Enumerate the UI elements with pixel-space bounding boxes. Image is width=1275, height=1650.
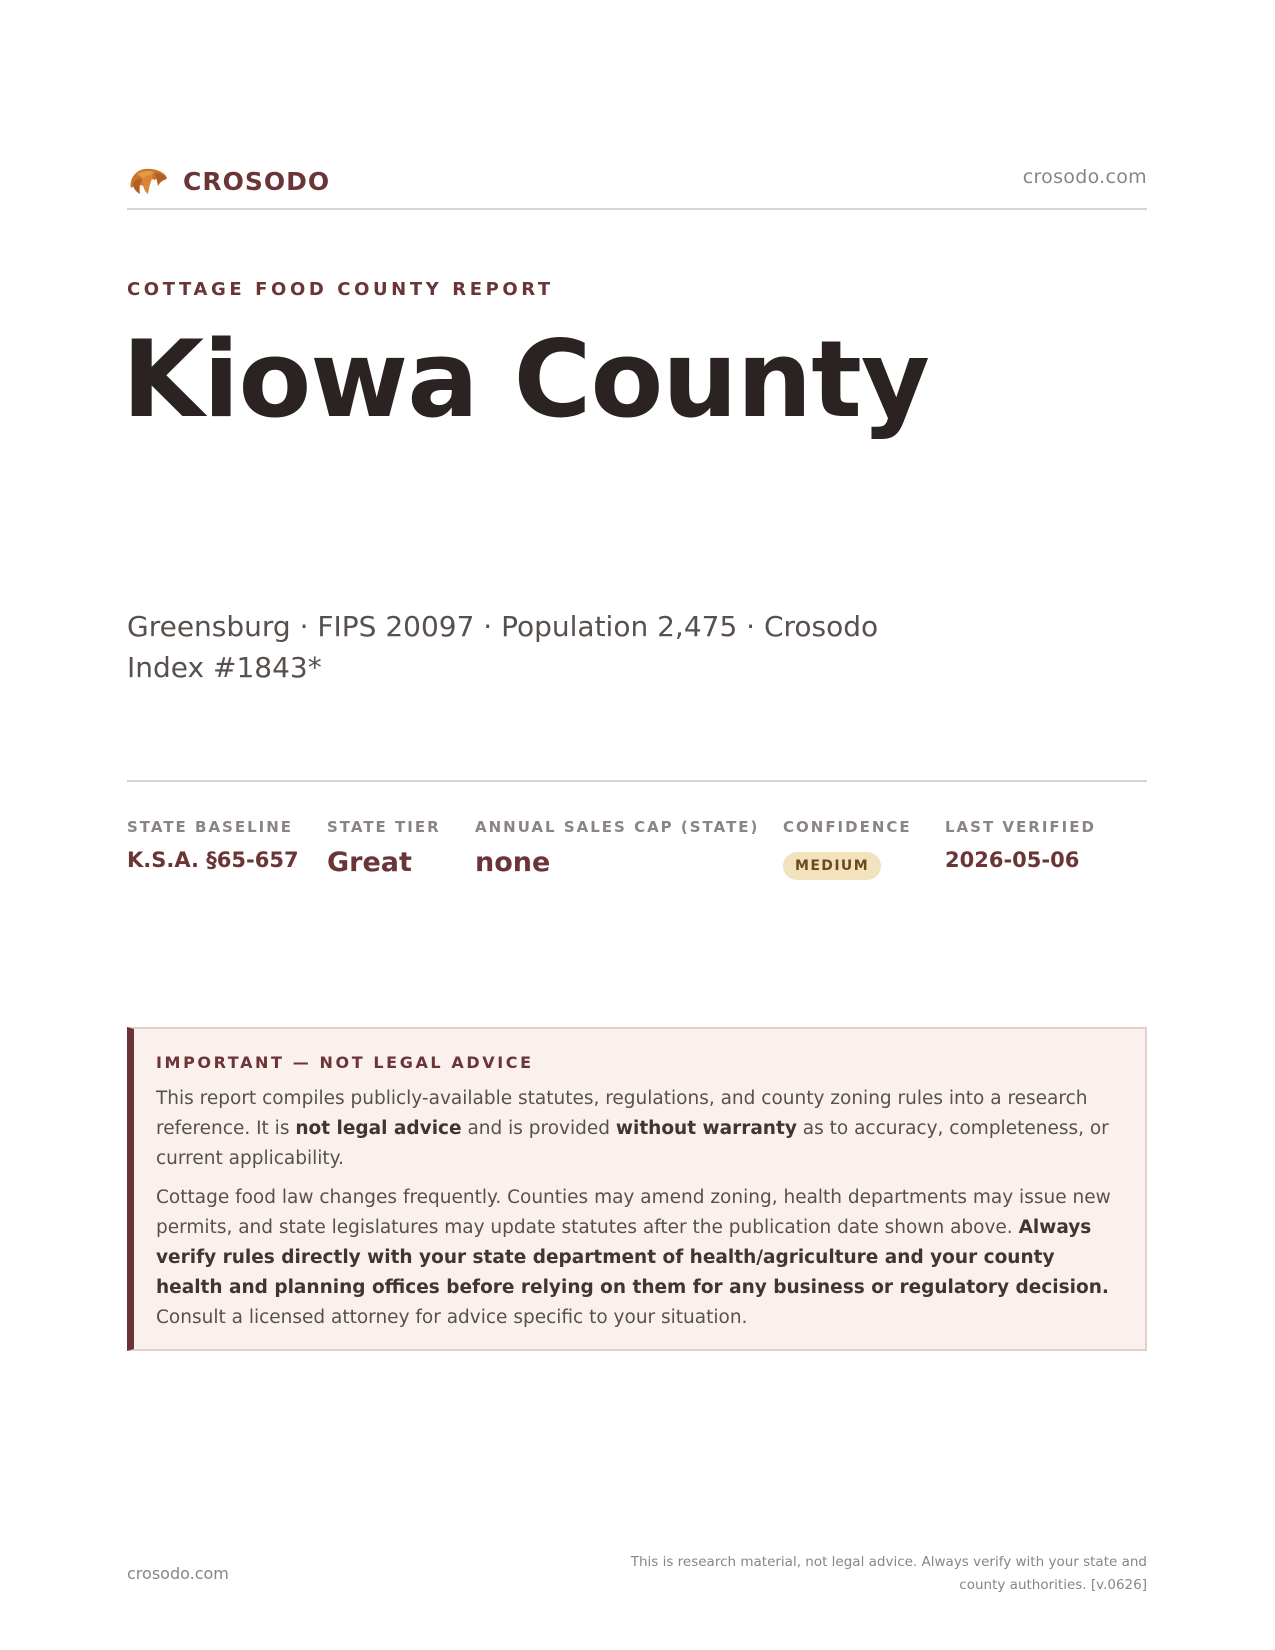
stat-annual-sales-cap [475,818,759,878]
notice-paragraph-2 [156,1183,1116,1333]
page-title: Kiowa County [122,318,929,441]
header-url: crosodo.com [1022,166,1147,188]
report-kicker: COTTAGE FOOD COUNTY REPORT [127,279,554,300]
legal-notice [127,1027,1147,1351]
footer-url: crosodo.com [127,1564,229,1583]
stat-confidence [783,818,912,880]
notice-emphasis: Always verify rules directly with your state department of health/agriculture and your county health and planning offices before relying on them for any business or regulatory decision. [156,1217,1109,1298]
brand-name: CROSODO [183,166,331,196]
page-header [127,150,1147,210]
stat-state-tier [327,818,441,878]
brand [127,162,330,200]
footer-disclaimer: This is research material, not legal advice. Always verify with your state and county authorities. [v.0626] [630,1554,1147,1593]
notice-emphasis: without warranty [615,1118,797,1139]
stat-state-baseline [127,818,299,872]
notice-emphasis: not legal advice [295,1118,462,1139]
stat-label: LAST VERIFIED [945,818,1096,836]
notice-text: Consult a licensed attorney for advice specific to your situation. [156,1307,748,1328]
confidence-badge: MEDIUM [783,852,881,880]
stat-label: STATE BASELINE [127,818,294,836]
stats-row [127,818,1147,898]
stat-value: 2026-05-06 [945,848,1080,872]
report-subtitle: Greensburg · FIPS 20097 · Population 2,475 · Crosodo Index #1843* [127,610,879,684]
stat-value: K.S.A. §65-657 [127,848,299,872]
stat-last-verified [945,818,1096,872]
section-divider [127,780,1147,782]
notice-title: IMPORTANT — NOT LEGAL ADVICE [156,1053,534,1072]
stat-label: STATE TIER [327,818,441,836]
notice-text: This report compiles publicly-available statutes, regulations, and county zoning rules into a research reference. It is [156,1088,1088,1139]
notice-text: and is provided [461,1118,616,1139]
notice-text: as to accuracy, completeness, or current applicability. [156,1118,1109,1169]
stat-label: CONFIDENCE [783,818,912,836]
notice-body [156,1084,1116,1333]
stat-value: none [475,847,551,878]
stat-value: Great [327,847,412,878]
notice-paragraph-1 [156,1084,1116,1174]
notice-text: Cottage food law changes frequently. Counties may amend zoning, health departments may issue new permits, and state legislatures may update statutes after the publication date shown above. [156,1187,1111,1238]
stat-label: ANNUAL SALES CAP (STATE) [475,818,760,836]
croissant-icon [127,162,169,200]
